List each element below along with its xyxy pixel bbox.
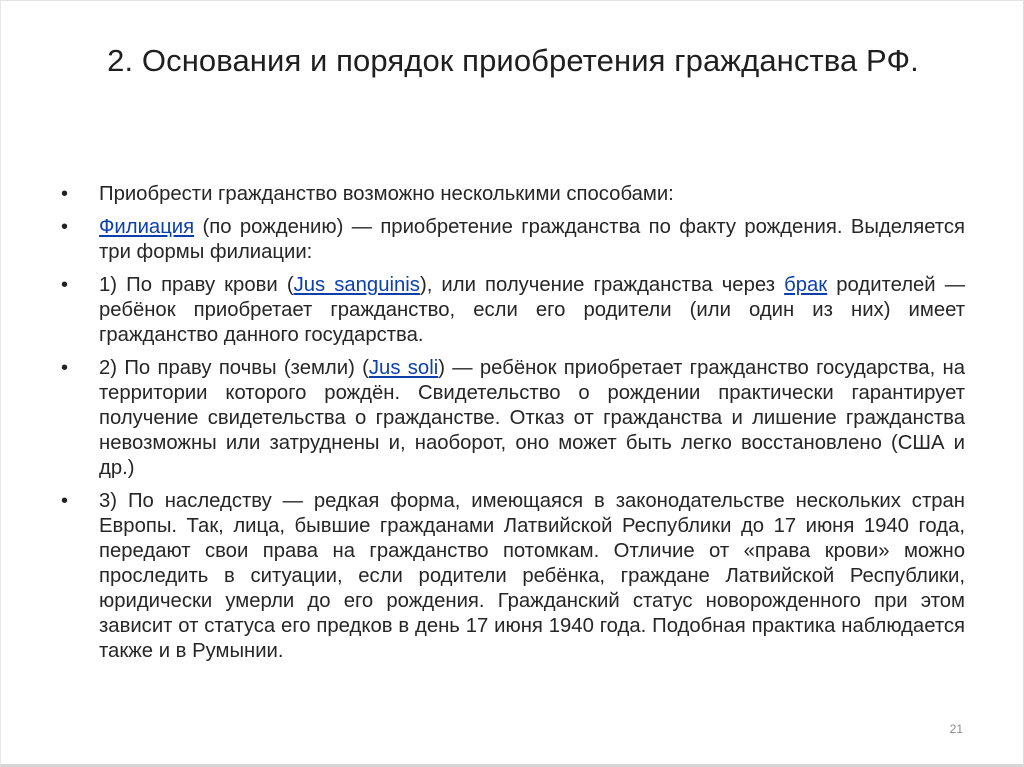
- bullet-icon: •: [61, 216, 69, 238]
- slide-title: 2. Основания и порядок приобретения гражданства РФ.: [107, 43, 919, 78]
- slide-content: [61, 182, 965, 672]
- bullet-text-part: (по рождению) — приобретение гражданства по факту рождения. Выделяется три формы филиации:: [99, 216, 965, 263]
- page-number: 21: [949, 722, 963, 736]
- link-jus-sanguinis[interactable]: Jus sanguinis: [293, 274, 420, 296]
- bullet-item-jus-soli: [61, 356, 965, 481]
- bullet-text: [99, 215, 965, 265]
- bullet-item-inheritance: [61, 489, 965, 664]
- bullet-text: [99, 273, 965, 348]
- bullet-item-filiation: [61, 215, 965, 265]
- bullet-item-intro: [61, 182, 965, 207]
- bullet-icon: •: [61, 183, 69, 205]
- link-marriage[interactable]: брак: [784, 274, 828, 296]
- link-jus-soli[interactable]: Jus soli: [368, 357, 439, 379]
- bullet-text-part: родителей — ребёнок приобретает гражданство, если его родители (или один из них) имеет гражданство данного государства.: [99, 274, 966, 346]
- bullet-text: 3) По наследству — редкая форма, имеющаяся в законодательстве нескольких стран Европы. Так, лица, бывшие гражданами Латвийской Республики до 17 июня 1940 года, передают свои права на гражданство потомкам. Отличие от «права крови» можно проследить в ситуации, если родители ребёнка, граждане Латвийской Республики, юридически умерли до его рождения. Гражданский статус новорожденного при этом зависит от статуса его предков в день 17 июня 1940 года. Подобная практика наблюдается также и в Румынии.: [99, 490, 965, 662]
- bullet-text: Приобрести гражданство возможно несколькими способами:: [99, 183, 674, 205]
- bullet-text: [99, 356, 965, 481]
- bullet-text-part: ) — ребёнок приобретает гражданство государства, на территории которого рождён. Свидетельство о рождении практически гарантирует получение свидетельства о гражданстве. Отказ от гражданства и лишение гражданства невозможны или затруднены и, наоборот, оно может быть легко восстановлено (США и др.): [99, 357, 965, 479]
- link-filiation[interactable]: Филиация: [99, 216, 195, 238]
- bullet-text-part: ), или получение гражданства через: [419, 274, 785, 296]
- bullet-icon: •: [61, 357, 69, 379]
- bullet-icon: •: [61, 490, 69, 512]
- bullet-text-part: 1) По праву крови (: [99, 274, 294, 296]
- bullet-icon: •: [61, 274, 69, 296]
- bullet-text-part: 2) По праву почвы (земли) (: [99, 357, 369, 379]
- bullet-list: [61, 182, 965, 664]
- bullet-item-jus-sanguinis: [61, 273, 965, 348]
